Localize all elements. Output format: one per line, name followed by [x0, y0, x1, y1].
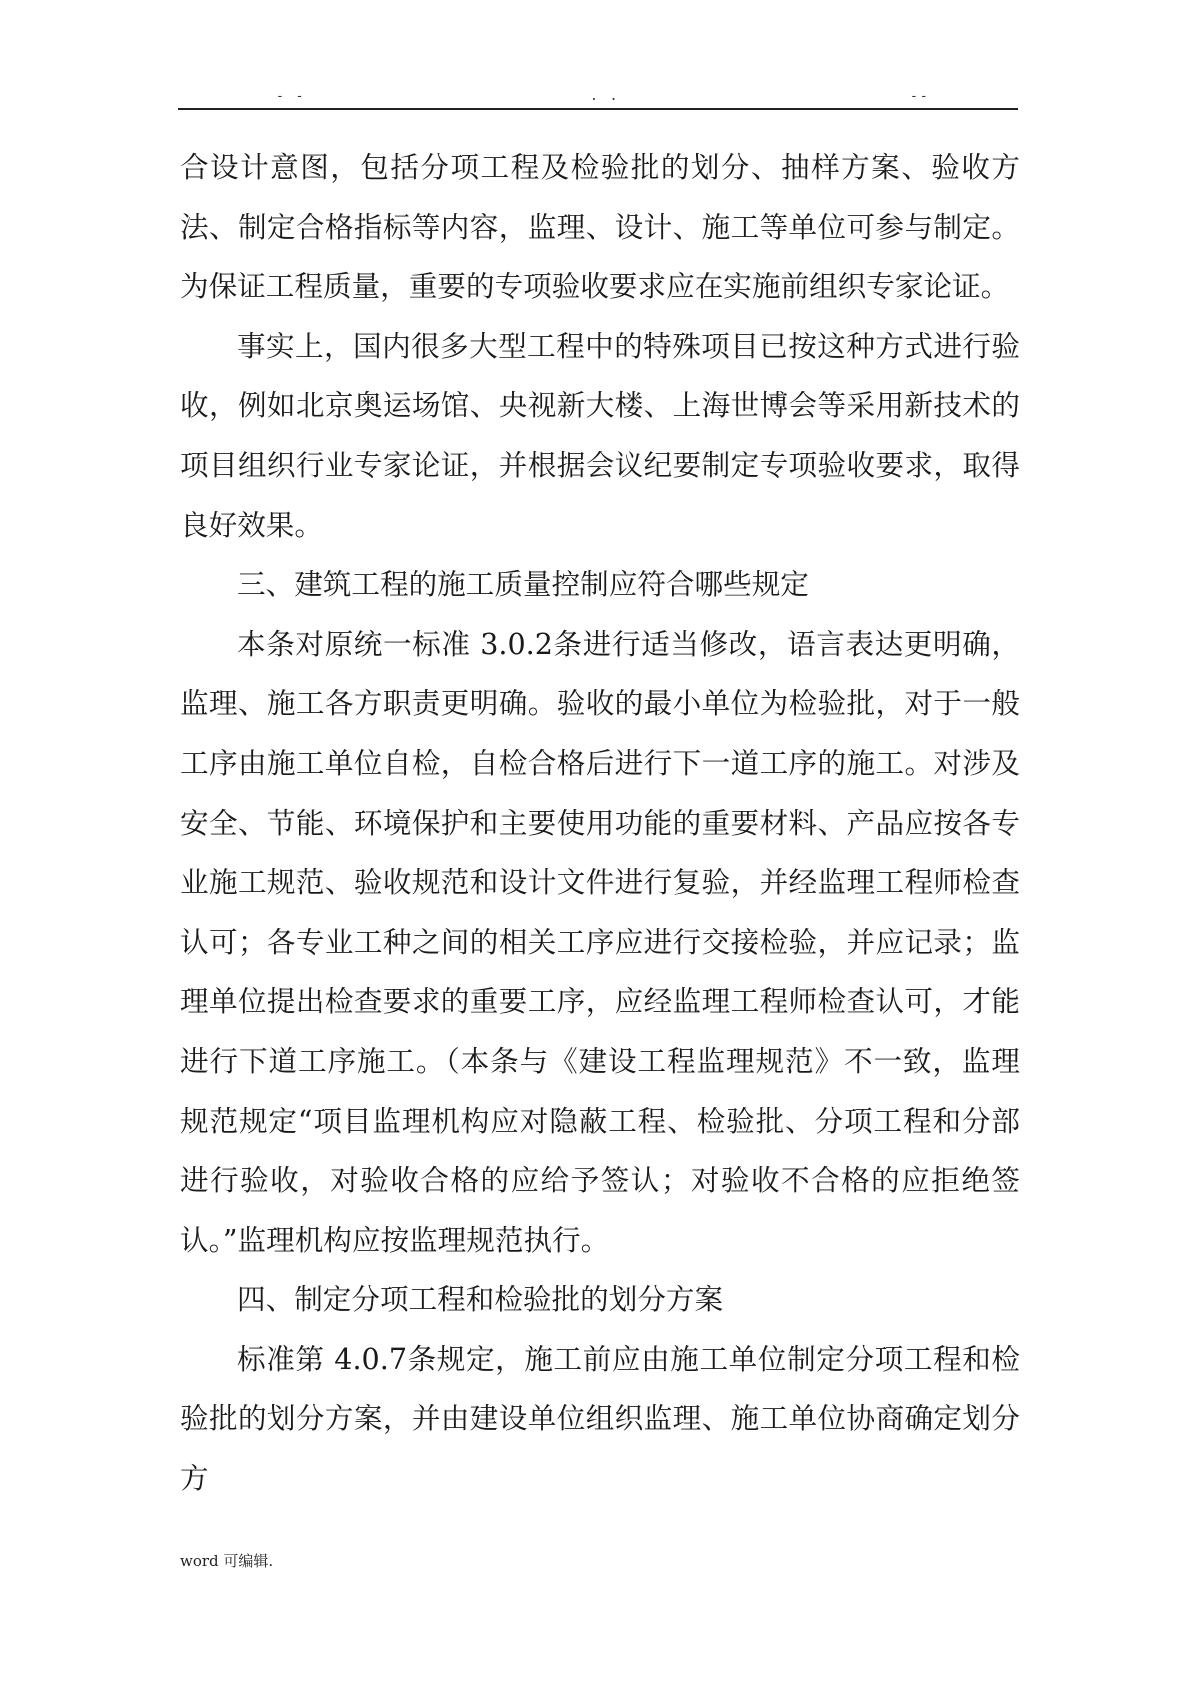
paragraph-continuation: 合设计意图，包括分项工程及检验批的划分、抽样方案、验收方法、制定合格指标等内容，监理、设计、施工等单位可参与制定。为保证工程质量，重要的专项验收要求应在实施前组织专家论证。 [180, 150, 1020, 304]
paragraph-division-plan: 标准第 4.0.7条规定，施工前应由施工单位制定分项工程和检验批的划分方案，并由建设单位组织监理、施工单位协商确定划分方 [180, 1341, 1020, 1496]
paragraph-examples: 事实上，国内很多大型工程中的特殊项目已按这种方式进行验收，例如北京奥运场馆、央视新大楼、上海世博会等采用新技术的项目组织行业专家论证，并根据会议纪要制定专项验收要求，取得良好效果。 [180, 328, 1020, 542]
paragraph-quality-control: 本条对原统一标准 3.0.2条进行适当修改，语言表达更明确，监理、施工各方职责更明确。验收的最小单位为检验批，对于一般工序由施工单位自检，自检合格后进行下一道工序的施工。对涉及安全、节能、环境保护和主要使用功能的重要材料、产品应按各专业施工规范、验收规范和设计文件进行复验，并经监理工程师检查认可；各专业工种之间的相关工序应进行交接检验，并应记录；监理单位提出检查要求的重要工序，应经监理工程师检查认可，才能进行下道工序施工。（本条与《建设工程监理规范》不一致，监理规范规定“项目监理机构应对隐蔽工程、检验批、分项工程和分部进行验收，对验收合格的应给予签认；对验收不合格的应拒绝签认。”监理机构应按监理规范执行。 [180, 626, 1020, 1257]
page-footer: word 可编辑. [180, 1552, 274, 1570]
page-header [178, 84, 1018, 110]
header-right-mark: -- [910, 89, 930, 104]
section-heading-3: 三、建筑工程的施工质量控制应符合哪些规定 [237, 567, 809, 602]
header-left-mark: - - [276, 89, 306, 104]
section-heading-4: 四、制定分项工程和检验批的划分方案 [237, 1282, 724, 1317]
header-center-mark: . . [590, 89, 620, 104]
document-body [180, 138, 1020, 1509]
